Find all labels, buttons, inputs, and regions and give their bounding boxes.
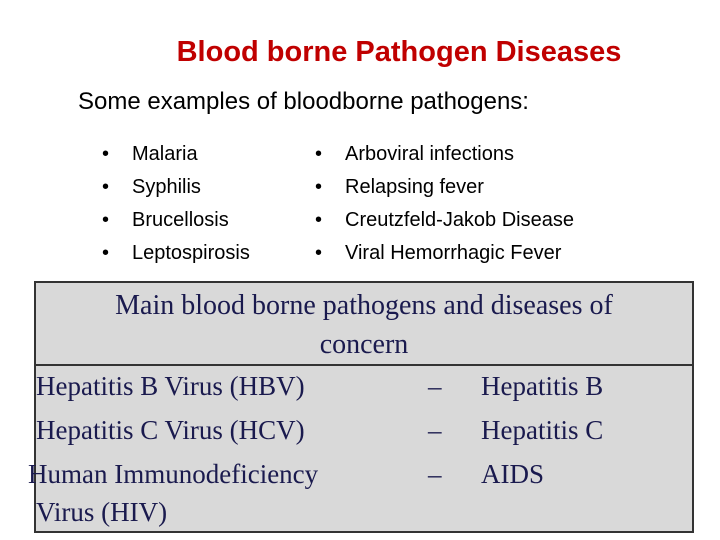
dash-separator: –	[428, 415, 442, 445]
list-item-label: Leptospirosis	[132, 242, 250, 264]
bullet-icon: •	[315, 209, 323, 231]
list-item-label: Creutzfeld-Jakob Disease	[345, 209, 574, 231]
list-item	[300, 237, 574, 270]
list-item-label: Arboviral infections	[345, 143, 514, 165]
table-row	[28, 459, 692, 527]
pathogens-panel	[28, 281, 694, 533]
disease-name: Hepatitis C	[481, 415, 604, 445]
list-item-label: Relapsing fever	[345, 176, 484, 198]
dash-separator: –	[428, 459, 442, 489]
list-item-label: Malaria	[132, 143, 198, 165]
examples-list-left	[87, 138, 250, 270]
bullet-icon: •	[102, 242, 110, 264]
examples-list-right	[300, 138, 574, 270]
table-row	[36, 371, 692, 411]
slide-title: Blood borne Pathogen Diseases	[176, 36, 622, 68]
pathogen-name-continued: Virus (HIV)	[36, 497, 168, 527]
bullet-icon: •	[102, 209, 110, 231]
table-row	[36, 415, 692, 455]
list-item	[87, 138, 250, 171]
bullet-icon: •	[102, 176, 110, 198]
list-item-label: Brucellosis	[132, 209, 229, 231]
list-item-label: Syphilis	[132, 176, 201, 198]
panel-heading	[36, 283, 692, 366]
disease-name: Hepatitis B	[481, 371, 604, 401]
list-item	[87, 237, 250, 270]
bullet-icon: •	[315, 143, 323, 165]
slide-subtitle: Some examples of bloodborne pathogens:	[78, 88, 529, 115]
dash-separator: –	[428, 371, 442, 401]
list-item	[87, 171, 250, 204]
panel-heading-line1: Main blood borne pathogens and diseases of	[115, 290, 613, 321]
panel-heading-line2: concern	[319, 329, 409, 360]
bullet-icon: •	[315, 176, 323, 198]
list-item	[300, 171, 574, 204]
pathogen-name: Human Immunodeficiency	[28, 459, 319, 489]
bullet-icon: •	[315, 242, 323, 264]
pathogen-name: Hepatitis C Virus (HCV)	[36, 415, 305, 445]
pathogen-name: Hepatitis B Virus (HBV)	[36, 371, 305, 401]
list-item	[87, 204, 250, 237]
list-item	[300, 204, 574, 237]
disease-name: AIDS	[481, 459, 545, 489]
list-item-label: Viral Hemorrhagic Fever	[345, 242, 562, 264]
bullet-icon: •	[102, 143, 110, 165]
list-item	[300, 138, 574, 171]
